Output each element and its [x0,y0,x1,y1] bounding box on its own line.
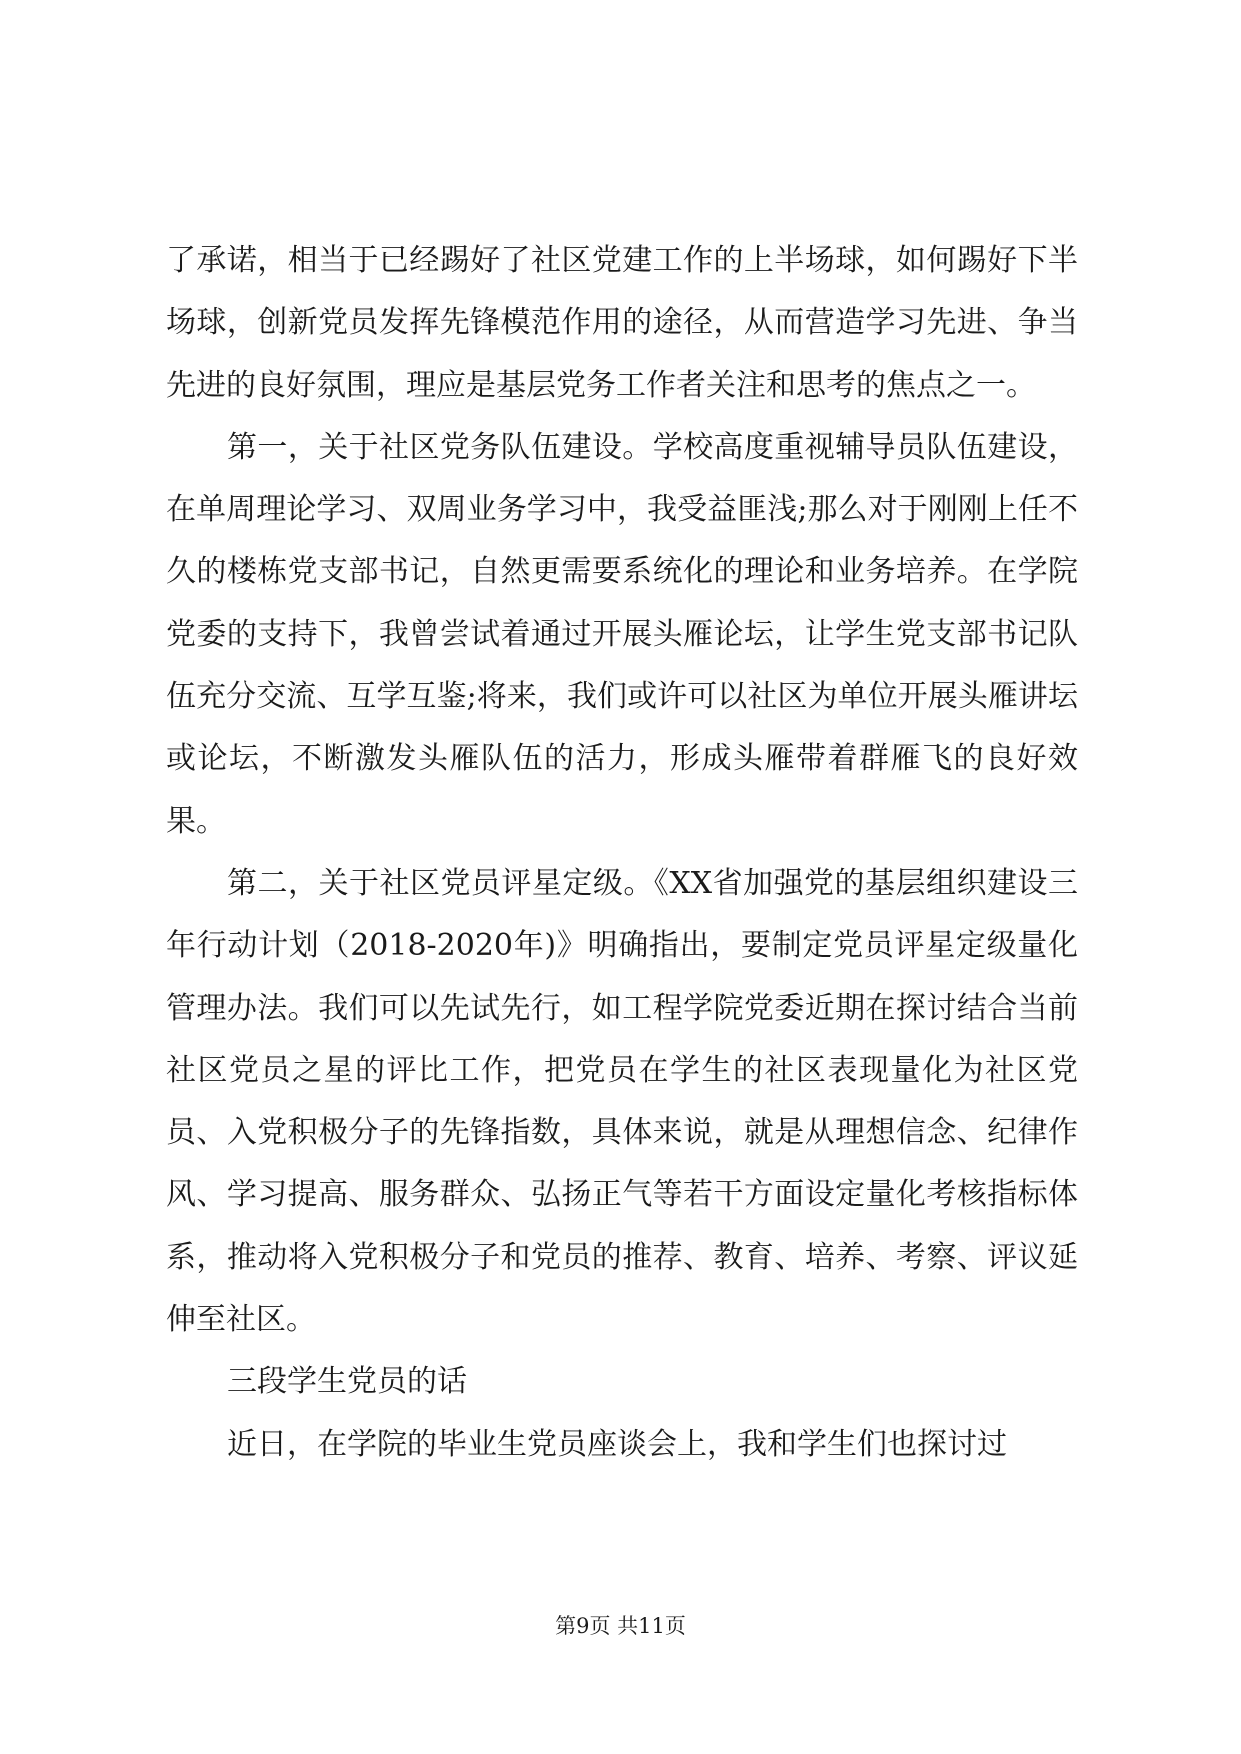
page-number-footer: 第9页 共11页 [555,1614,686,1638]
paragraph-member-star-rating: 第二，关于社区党员评星定级。《XX省加强党的基层组织建设三年行动计划（2018-2020年)》明确指出，要制定党员评星定级量化管理办法。我们可以先试先行，如工程学院党委近期在探讨结合当前社区党员之星的评比工作，把党员在学生的社区表现量化为社区党员、入党积极分子的先锋指数，具体来说，就是从理想信念、纪律作风、学习提高、服务群众、弘扬正气等若干方面设定量化考核指标体系，推动将入党积极分子和党员的推荐、教育、培养、考察、评议延伸至社区。 [166,865,1078,1338]
paragraph-continuation: 了承诺，相当于已经踢好了社区党建工作的上半场球，如何踢好下半场球，创新党员发挥先锋模范作用的途径，从而营造学习先进、争当先进的良好氛围，理应是基层党务工作者关注和思考的焦点之一。 [166,243,1078,403]
paragraph-party-team-building: 第一，关于社区党务队伍建设。学校高度重视辅导员队伍建设，在单周理论学习、双周业务学习中，我受益匪浅;那么对于刚刚上任不久的楼栋党支部书记，自然更需要系统化的理论和业务培养。在学院党委的支持下，我曾尝试着通过开展头雁论坛，让学生党支部书记队伍充分交流、互学互鉴;将来，我们或许可以社区为单位开展头雁讲坛或论坛，不断激发头雁队伍的活力，形成头雁带着群雁飞的良好效果。 [166,429,1078,839]
paragraph-recent-discussion: 近日，在学院的毕业生党员座谈会上，我和学生们也探讨过 [227,1426,1007,1462]
document-body [166,230,1078,1476]
section-heading: 三段学生党员的话 [227,1364,467,1400]
